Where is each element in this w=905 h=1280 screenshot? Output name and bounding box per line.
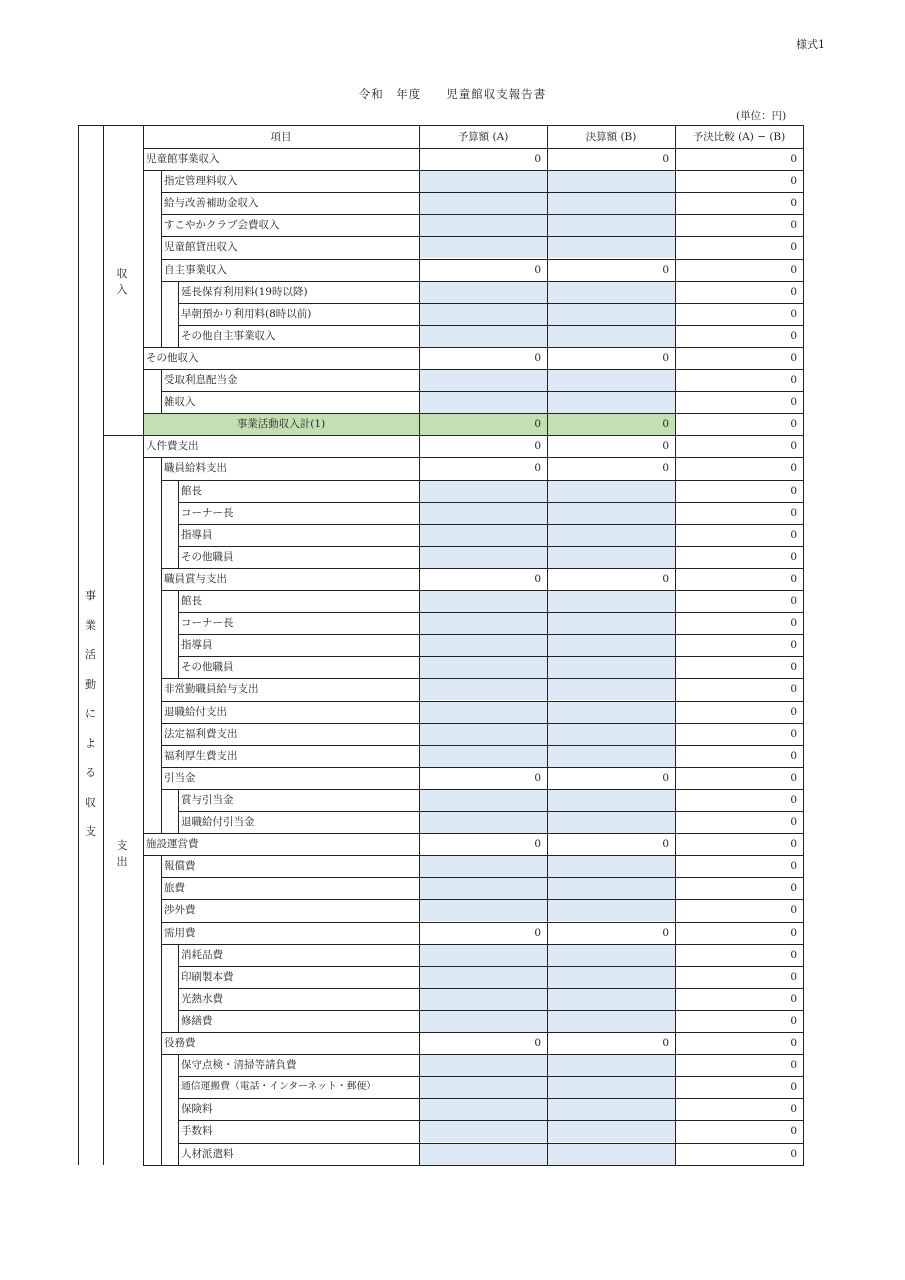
diff-cell: 0 <box>790 926 797 939</box>
row-border <box>161 568 804 569</box>
row-label: 職員賞与支出 <box>164 572 227 585</box>
actual-column-border <box>547 125 548 1165</box>
row-border <box>143 170 804 171</box>
diff-cell: 0 <box>790 1103 797 1116</box>
diff-cell: 0 <box>790 219 797 232</box>
row-label: すこやかクラブ会費収入 <box>164 219 280 232</box>
row-border <box>178 1143 804 1144</box>
diff-cell: 0 <box>790 705 797 718</box>
budget-cell[interactable] <box>419 855 547 877</box>
row-border <box>178 656 804 657</box>
diff-cell: 0 <box>790 838 797 851</box>
diff-cell: 0 <box>790 793 797 806</box>
actual-cell[interactable] <box>547 236 675 258</box>
diff-cell: 0 <box>790 970 797 983</box>
income-char-2: 入 <box>116 283 128 296</box>
diff-cell: 0 <box>790 484 797 497</box>
row-label: コーナー長 <box>181 506 234 519</box>
diff-cell: 0 <box>790 175 797 188</box>
budget-cell[interactable] <box>419 899 547 921</box>
actual-cell[interactable] <box>547 590 675 612</box>
budget-cell[interactable] <box>419 612 547 634</box>
actual-cell[interactable] <box>547 988 675 1010</box>
row-label: 需用費 <box>164 926 196 939</box>
row-border <box>161 745 804 746</box>
row-label: 法定福利費支出 <box>164 727 238 740</box>
row-border <box>161 701 804 702</box>
budget-cell[interactable] <box>419 723 547 745</box>
row-label: 通信運搬費（電話・インターネット・郵便） <box>181 1081 377 1093</box>
diff-cell: 0 <box>790 1147 797 1160</box>
actual-cell[interactable] <box>547 502 675 524</box>
actual-cell[interactable] <box>547 214 675 236</box>
row-label: 渉外費 <box>164 904 196 917</box>
actual-cell[interactable] <box>547 789 675 811</box>
row-border <box>178 1098 804 1099</box>
budget-cell[interactable] <box>419 281 547 303</box>
row-label: 印刷製本費 <box>181 970 234 983</box>
diff-cell: 0 <box>790 1014 797 1027</box>
expense-section-label <box>111 837 133 869</box>
row-label: 施設運営費 <box>146 838 199 851</box>
header-actual: 決算額 (B) <box>585 131 637 143</box>
diff-cell: 0 <box>790 749 797 762</box>
row-border <box>178 811 804 812</box>
diff-cell: 0 <box>790 329 797 342</box>
income-char-1: 収 <box>116 267 128 280</box>
actual-cell[interactable] <box>547 701 675 723</box>
budget-cell[interactable] <box>419 1143 547 1165</box>
budget-cell: 0 <box>534 462 541 475</box>
actual-cell[interactable] <box>547 1143 675 1165</box>
income-section-label <box>111 265 133 297</box>
actual-cell: 0 <box>662 1037 669 1049</box>
budget-cell[interactable] <box>419 1098 547 1120</box>
item-left-border <box>143 125 144 1165</box>
actual-cell: 0 <box>662 153 669 165</box>
section-divider <box>103 125 104 1165</box>
budget-cell[interactable] <box>419 944 547 966</box>
actual-cell: 0 <box>662 838 669 851</box>
row-border <box>178 524 804 525</box>
indent-line-level2 <box>178 944 179 1033</box>
actual-cell[interactable] <box>547 192 675 214</box>
budget-cell[interactable] <box>419 656 547 678</box>
business-label-char: 収 <box>85 795 96 809</box>
row-label: 職員給料支出 <box>164 462 227 475</box>
row-label: 雑収入 <box>164 396 196 409</box>
business-activity-label <box>78 587 103 853</box>
indent-line-level2 <box>178 281 179 348</box>
header-budget: 予算額 (A) <box>457 131 509 143</box>
row-border <box>178 612 804 613</box>
row-border <box>161 480 804 481</box>
actual-cell[interactable] <box>547 877 675 899</box>
row-border <box>143 347 804 348</box>
diff-column-border <box>675 125 676 1165</box>
budget-cell[interactable] <box>419 303 547 325</box>
budget-column-border <box>419 125 420 1165</box>
diff-cell: 0 <box>790 550 797 563</box>
row-border <box>143 435 804 436</box>
row-label: 児童館事業収入 <box>146 153 220 165</box>
indent-line-level1 <box>161 457 162 834</box>
budget-cell[interactable] <box>419 1010 547 1032</box>
indent-line-level2 <box>178 480 179 569</box>
row-label: その他自主事業収入 <box>181 329 276 342</box>
diff-cell: 0 <box>790 595 797 607</box>
outer-top-border <box>78 125 104 126</box>
row-border <box>161 192 804 193</box>
budget-cell: 0 <box>534 351 541 364</box>
budget-cell: 0 <box>534 263 541 276</box>
actual-cell[interactable] <box>547 612 675 634</box>
row-label: コーナー長 <box>181 617 234 630</box>
diff-cell: 0 <box>790 617 797 630</box>
row-border <box>178 988 804 989</box>
row-label: 受取利息配当金 <box>164 374 238 386</box>
row-border <box>161 678 804 679</box>
actual-cell[interactable] <box>547 745 675 767</box>
row-label: 事業活動収入計(1) <box>143 413 419 435</box>
budget-cell[interactable] <box>419 236 547 258</box>
diff-cell: 0 <box>790 727 797 740</box>
row-label: 児童館貸出収入 <box>164 241 238 254</box>
budget-cell[interactable] <box>419 1120 547 1142</box>
diff-cell: 0 <box>790 528 797 541</box>
row-label: 自主事業収入 <box>164 263 227 276</box>
row-border <box>161 922 804 923</box>
row-label: 人材派遣料 <box>181 1147 234 1160</box>
budget-cell[interactable] <box>419 701 547 723</box>
row-label: 役務費 <box>164 1037 196 1049</box>
row-border <box>161 877 804 878</box>
budget-cell[interactable] <box>419 877 547 899</box>
row-border <box>178 325 804 326</box>
row-border <box>178 634 804 635</box>
diff-cell: 0 <box>790 396 797 409</box>
row-border <box>161 1054 804 1055</box>
diff-cell: 0 <box>790 462 797 475</box>
row-label: 修繕費 <box>181 1014 213 1027</box>
row-label: 館長 <box>181 484 202 497</box>
diff-cell: 0 <box>790 572 797 585</box>
business-label-char: る <box>85 766 96 779</box>
budget-cell[interactable] <box>419 988 547 1010</box>
indent-line-level2 <box>178 1054 179 1166</box>
row-label: 消耗品費 <box>181 948 223 961</box>
actual-cell[interactable] <box>547 170 675 192</box>
budget-cell[interactable] <box>419 325 547 347</box>
budget-cell[interactable] <box>419 745 547 767</box>
diff-cell: 0 <box>790 639 797 652</box>
budget-cell: 0 <box>534 440 541 453</box>
actual-cell[interactable] <box>547 678 675 700</box>
diff-cell: 0 <box>790 992 797 1005</box>
row-label: その他職員 <box>181 661 234 674</box>
actual-cell[interactable] <box>547 391 675 413</box>
diff-cell: 0 <box>790 351 797 364</box>
actual-cell[interactable] <box>547 966 675 988</box>
row-border <box>161 259 804 260</box>
row-border <box>161 723 804 724</box>
diff-cell: 0 <box>790 285 797 298</box>
row-border <box>178 1076 804 1077</box>
budget-cell[interactable] <box>419 170 547 192</box>
row-label: 館長 <box>181 595 202 607</box>
expense-char-2: 出 <box>116 855 128 868</box>
row-label: 指導員 <box>181 639 213 652</box>
row-label: 旅費 <box>164 882 185 895</box>
actual-cell[interactable] <box>547 369 675 391</box>
row-border <box>178 303 804 304</box>
diff-cell: 0 <box>790 860 797 873</box>
actual-cell[interactable] <box>547 855 675 877</box>
diff-cell: 0 <box>790 153 797 165</box>
row-label: 光熱水費 <box>181 992 223 1005</box>
actual-cell: 0 <box>547 413 675 435</box>
budget-cell[interactable] <box>419 192 547 214</box>
row-border <box>161 767 804 768</box>
actual-cell[interactable] <box>547 899 675 921</box>
actual-cell: 0 <box>662 440 669 453</box>
diff-cell: 0 <box>790 1059 797 1072</box>
header-item: 項目 <box>270 131 292 143</box>
row-border <box>178 1120 804 1121</box>
indent-line-level1 <box>161 170 162 348</box>
diff-cell: 0 <box>790 816 797 828</box>
budget-cell[interactable] <box>419 811 547 833</box>
row-label: 報償費 <box>164 860 196 873</box>
header-diff: 予決比較 (A) − (B) <box>692 131 786 143</box>
business-label-char: 動 <box>85 677 96 691</box>
actual-cell[interactable] <box>547 303 675 325</box>
actual-cell[interactable] <box>547 1054 675 1076</box>
row-label: その他収入 <box>146 351 199 364</box>
row-label: 退職給付支出 <box>164 705 227 718</box>
row-border <box>143 855 804 856</box>
budget-cell[interactable] <box>419 524 547 546</box>
actual-cell[interactable] <box>547 1076 675 1098</box>
diff-cell: 0 <box>790 263 797 276</box>
row-label: 引当金 <box>164 771 196 784</box>
diff-cell: 0 <box>790 882 797 895</box>
actual-cell[interactable] <box>547 944 675 966</box>
actual-cell: 0 <box>662 462 669 475</box>
business-label-char: 活 <box>85 648 96 661</box>
diff-cell: 0 <box>790 683 797 696</box>
budget-cell[interactable] <box>419 214 547 236</box>
indent-line-level2 <box>178 789 179 834</box>
budget-cell[interactable] <box>419 369 547 391</box>
actual-cell[interactable] <box>547 281 675 303</box>
budget-cell[interactable] <box>419 1076 547 1098</box>
business-label-char: 支 <box>85 825 96 838</box>
row-border <box>161 899 804 900</box>
actual-cell: 0 <box>662 572 669 585</box>
diff-cell: 0 <box>790 948 797 961</box>
actual-cell: 0 <box>662 263 669 276</box>
header-bottom-border <box>143 148 804 149</box>
diff-cell: 0 <box>790 307 797 320</box>
budget-cell[interactable] <box>419 391 547 413</box>
actual-cell[interactable] <box>547 1098 675 1120</box>
budget-cell[interactable] <box>419 789 547 811</box>
actual-cell[interactable] <box>547 1120 675 1142</box>
row-label: 保険料 <box>181 1103 213 1116</box>
diff-cell: 0 <box>790 506 797 519</box>
row-border <box>161 789 804 790</box>
document-title: 令和 年度 児童館収支報告書 <box>358 87 547 101</box>
indent-line-level1 <box>161 855 162 1165</box>
unit-label: (単位：円) <box>736 110 787 122</box>
diff-cell: 0 <box>790 771 797 784</box>
budget-cell: 0 <box>419 413 547 435</box>
actual-cell[interactable] <box>547 325 675 347</box>
budget-cell: 0 <box>534 771 541 784</box>
row-label: 指導員 <box>181 528 213 541</box>
income-expense-separator <box>103 435 144 436</box>
row-border <box>143 833 804 834</box>
row-border <box>161 236 804 237</box>
budget-cell[interactable] <box>419 502 547 524</box>
budget-cell[interactable] <box>419 480 547 502</box>
actual-cell: 0 <box>662 351 669 364</box>
row-label: 非常勤職員給与支出 <box>164 683 259 696</box>
row-label: 賞与引当金 <box>181 793 234 806</box>
form-number-label: 様式1 <box>796 38 825 51</box>
row-label: その他職員 <box>181 550 234 563</box>
actual-cell[interactable] <box>547 634 675 656</box>
expense-char-1: 支 <box>116 839 128 852</box>
diff-cell: 0 <box>790 374 797 386</box>
indent-line-level2 <box>178 590 179 679</box>
row-border <box>178 1010 804 1011</box>
budget-cell[interactable] <box>419 546 547 568</box>
budget-cell[interactable] <box>419 966 547 988</box>
budget-cell: 0 <box>534 1037 541 1049</box>
row-label: 人件費支出 <box>146 440 199 453</box>
actual-cell[interactable] <box>547 546 675 568</box>
row-label: 早朝預かり利用料(8時以前) <box>181 307 312 320</box>
row-label: 延長保育利用料(19時以降) <box>181 285 308 298</box>
row-border <box>161 391 804 392</box>
actual-cell[interactable] <box>547 723 675 745</box>
row-border <box>178 546 804 547</box>
row-label: 給与改善補助金収入 <box>164 197 259 210</box>
row-label: 保守点検・清掃等請負費 <box>181 1059 297 1072</box>
business-label-char: よ <box>85 736 96 750</box>
diff-cell: 0 <box>790 418 797 431</box>
actual-cell: 0 <box>662 926 669 939</box>
header-top-border <box>143 125 804 126</box>
outer-top-border <box>103 125 144 126</box>
table-right-border <box>803 125 804 1165</box>
actual-cell[interactable] <box>547 1010 675 1032</box>
budget-cell: 0 <box>534 838 541 851</box>
budget-cell: 0 <box>534 926 541 939</box>
diff-cell: 0 <box>790 1037 797 1049</box>
row-border <box>143 369 804 370</box>
budget-cell: 0 <box>534 572 541 585</box>
diff-cell: 0 <box>790 661 797 674</box>
budget-cell[interactable] <box>419 590 547 612</box>
actual-cell[interactable] <box>547 656 675 678</box>
diff-cell: 0 <box>790 1081 797 1094</box>
row-border <box>161 944 804 945</box>
actual-cell[interactable] <box>547 524 675 546</box>
diff-cell: 0 <box>790 1125 797 1138</box>
indent-line-level1 <box>161 369 162 414</box>
row-border <box>143 413 804 414</box>
actual-cell[interactable] <box>547 480 675 502</box>
row-label: 指定管理料収入 <box>164 175 238 188</box>
actual-cell: 0 <box>662 771 669 784</box>
budget-cell: 0 <box>534 153 541 165</box>
row-border <box>161 590 804 591</box>
business-label-char: に <box>85 707 96 720</box>
actual-cell[interactable] <box>547 811 675 833</box>
budget-cell[interactable] <box>419 634 547 656</box>
diff-cell: 0 <box>790 241 797 254</box>
row-border <box>161 1032 804 1033</box>
business-label-char: 事 <box>85 589 96 602</box>
row-border <box>143 1165 804 1166</box>
row-label: 退職給付引当金 <box>181 816 255 828</box>
row-border <box>143 457 804 458</box>
row-border <box>161 214 804 215</box>
row-label: 福利厚生費支出 <box>164 749 238 762</box>
diff-cell: 0 <box>790 197 797 210</box>
business-label-char: 業 <box>85 618 96 632</box>
row-border <box>178 502 804 503</box>
budget-cell[interactable] <box>419 1054 547 1076</box>
row-border <box>161 281 804 282</box>
diff-cell: 0 <box>790 904 797 917</box>
budget-cell[interactable] <box>419 678 547 700</box>
row-border <box>178 966 804 967</box>
row-label: 手数料 <box>181 1125 213 1138</box>
diff-cell: 0 <box>790 440 797 453</box>
